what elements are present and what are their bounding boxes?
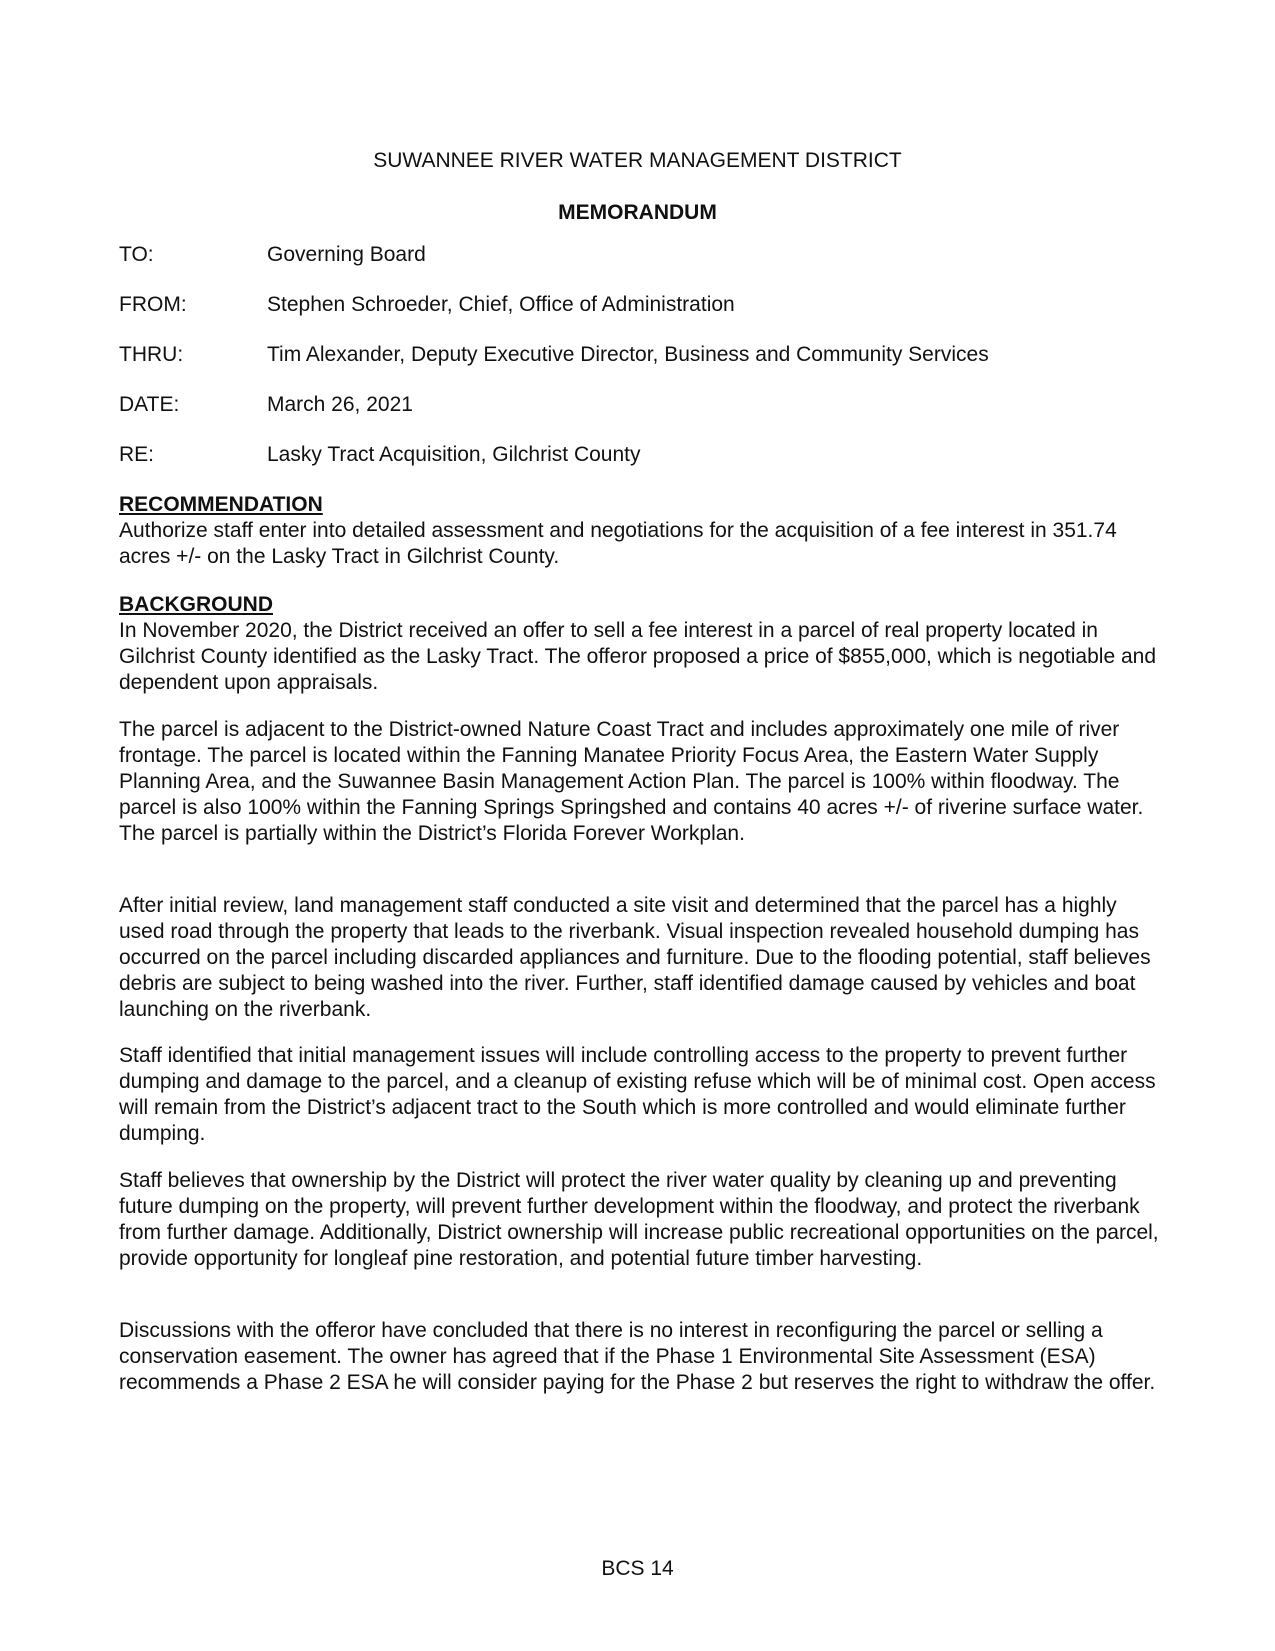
memo-field-label: FROM: xyxy=(119,293,187,316)
organization-name: SUWANNEE RIVER WATER MANAGEMENT DISTRICT xyxy=(373,149,902,172)
memo-field-value: Stephen Schroeder, Chief, Office of Administration xyxy=(267,293,735,316)
background-paragraph-block xyxy=(119,1168,1159,1272)
memo-field-label: THRU: xyxy=(119,343,184,366)
background-paragraph: Staff identified that initial management issues will include controlling access to the property to prevent further dumping and damage to the parcel, and a cleanup of existing refuse which will be of minimal cost. Open access will remain from the District’s adjacent tract to the South which is more controlled and would eliminate further dumping. xyxy=(119,1044,1156,1145)
memo-field-value: Tim Alexander, Deputy Executive Director, Business and Community Services xyxy=(267,343,989,366)
background-paragraph: Discussions with the offeror have concluded that there is no interest in reconfiguring the parcel or selling a conservation easement. The owner has agreed that if the Phase 1 Environmental Site Assessment (ESA) recommends a Phase 2 ESA he will consider paying for the Phase 2 but reserves the right to withdraw the offer. xyxy=(119,1319,1156,1394)
recommendation-section xyxy=(119,492,1159,570)
background-paragraph: The parcel is adjacent to the District-owned Nature Coast Tract and includes approximately one mile of river frontage. The parcel is located within the Fanning Manatee Priority Focus Area, the Eastern Water Supply Planning Area, and the Suwannee Basin Management Action Plan. The parcel is 100% within floodway. The parcel is also 100% within the Fanning Springs Springshed and contains 40 acres +/- of riverine surface water. The parcel is partially within the District’s Florida Forever Workplan. xyxy=(119,718,1144,845)
memo-field-value: Lasky Tract Acquisition, Gilchrist County xyxy=(267,443,641,466)
background-paragraph-block xyxy=(119,1043,1159,1147)
recommendation-heading: RECOMMENDATION xyxy=(119,493,323,516)
memo-field-label: RE: xyxy=(119,443,155,466)
recommendation-text: Authorize staff enter into detailed assessment and negotiations for the acquisition of a fee interest in 351.74 acres +/- on the Lasky Tract in Gilchrist County. xyxy=(119,519,1117,568)
memo-field-label: DATE: xyxy=(119,393,180,416)
background-heading: BACKGROUND xyxy=(119,593,273,616)
page-number: BCS 14 xyxy=(601,1557,674,1580)
background-paragraph: After initial review, land management staff conducted a site visit and determined that the parcel has a highly used road through the property that leads to the riverbank. Visual inspection revealed household dumping has occurred on the parcel including discarded appliances and furniture. Due to the flooding potential, staff believes debris are subject to being washed into the river. Further, staff identified damage caused by vehicles and boat launching on the riverbank. xyxy=(119,894,1151,1021)
background-paragraph: Staff believes that ownership by the District will protect the river water quality by cleaning up and preventing future dumping on the property, will prevent further development within the floodway, and protect the riverbank from further damage. Additionally, District ownership will increase public recreational opportunities on the parcel, provide opportunity for longleaf pine restoration, and potential future timber harvesting. xyxy=(119,1169,1159,1270)
background-section xyxy=(119,592,1159,696)
memo-field-label: TO: xyxy=(119,243,154,266)
memo-field-value: Governing Board xyxy=(267,243,426,266)
background-paragraph-block xyxy=(119,1318,1159,1396)
background-paragraph-block xyxy=(119,893,1159,1023)
background-paragraph-block xyxy=(119,717,1159,847)
memo-field-value: March 26, 2021 xyxy=(267,393,413,416)
background-paragraph: In November 2020, the District received an offer to sell a fee interest in a parcel of real property located in Gilchrist County identified as the Lasky Tract. The offeror proposed a price of $855,000, which is negotiable and dependent upon appraisals. xyxy=(119,619,1156,694)
document-type-title: MEMORANDUM xyxy=(558,201,717,224)
